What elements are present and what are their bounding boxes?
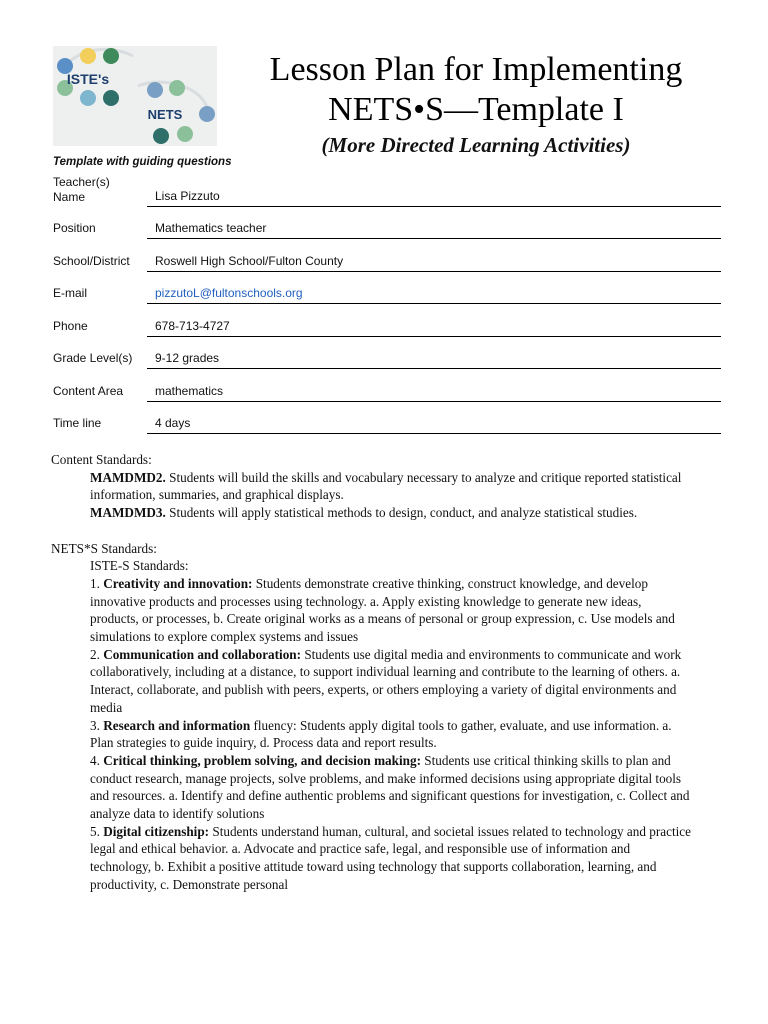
phone-field[interactable]: 678-713-4727	[147, 319, 721, 337]
nets-standards-heading: NETS*S Standards:	[51, 540, 157, 556]
document-header	[236, 50, 716, 158]
nets-standard-item	[51, 646, 691, 717]
content-area-field[interactable]: mathematics	[147, 384, 721, 402]
item-title: Digital citizenship:	[103, 823, 210, 839]
logo-graphic	[53, 46, 217, 146]
item-title: Critical thinking, problem solving, and decision making:	[103, 752, 421, 768]
standard-code: MAMDMD3.	[90, 505, 166, 521]
item-text: Students demonstrate creative thinking, construct knowledge, and develop innovative products and processes using technology. a. Apply existing knowledge to generate new ideas, products, or processes, b. Create original works as a means of personal or group expression, c. Use models and simulations to explore complex systems and issues	[90, 575, 675, 645]
item-title: Research and information	[103, 717, 251, 733]
title-line-2: NETS•S—Template I	[328, 91, 624, 128]
standards-section	[51, 451, 691, 894]
form-label: Grade Level(s)	[53, 351, 133, 365]
item-text: fluency: Students apply digital tools to gather, evaluate, and use information. a. Plan strategies to guide inquiry, d. Process data and report results.	[90, 717, 672, 751]
standard-text: Students will build the skills and vocabulary necessary to analyze and critique reported statistical information, summaries, and graphical displays.	[90, 469, 682, 503]
item-text: Students use digital media and environments to communicate and work collaboratively, including at a distance, to support individual learning and contribute to the learning of others. a. Interact, collaborate, and publish with peers, experts, or others employing a variety of digital environments and media	[90, 646, 682, 715]
item-title: Communication and collaboration:	[103, 646, 302, 662]
logo-text-nets: NETS	[147, 107, 183, 122]
nets-standard-item	[51, 752, 691, 823]
content-standards-heading: Content Standards:	[51, 452, 152, 467]
position-field[interactable]: Mathematics teacher	[147, 221, 721, 239]
item-number: 1.	[90, 575, 104, 591]
item-text: Students understand human, cultural, and societal issues related to technology and practice legal and ethical behavior. a. Advocate and practice safe, legal, and responsible use of information and technology, b. Exhibit a positive attitude toward using technology that supports collaboration, learning, and productivity, c. Demonstrate personal	[90, 823, 691, 892]
iste-nets-logo	[53, 46, 217, 146]
item-number: 3.	[90, 717, 104, 733]
standard-code: MAMDMD2.	[90, 469, 166, 485]
title-line-1: Lesson Plan for Implementing	[269, 51, 683, 88]
iste-standards-subheading: ISTE-S Standards:	[90, 558, 189, 574]
nets-standard-item	[51, 717, 691, 752]
item-text: Students use critical thinking skills to plan and conduct research, manage projects, solve problems, and make informed decisions using appropriate digital tools and resources. a. Identify and define authentic problems and significant questions for investigation, c. Collect and analyze data to identify solutions	[90, 752, 690, 822]
form-label: Content Area	[53, 384, 124, 398]
logo-text-istes: ISTE's	[66, 71, 110, 87]
nets-standard-item	[51, 823, 691, 894]
item-number: 4.	[90, 752, 104, 768]
form-label: Time line	[53, 416, 102, 430]
email-field[interactable]	[147, 286, 721, 304]
template-note: Template with guiding questions	[53, 156, 232, 168]
form-label: Teacher(s) Name	[53, 175, 110, 204]
form-label: E-mail	[53, 286, 88, 300]
form-label: School/District	[53, 254, 130, 268]
email-link[interactable]: pizzutoL@fultonschools.org	[155, 286, 303, 300]
form-label: Position	[53, 221, 96, 235]
item-number: 5.	[90, 823, 104, 839]
standard-text: Students will apply statistical methods to design, conduct, and analyze statistical studies.	[165, 505, 638, 521]
grade-level-field[interactable]: 9-12 grades	[147, 351, 721, 369]
teacher-name-field[interactable]: Lisa Pizzuto	[147, 189, 721, 207]
form-label: Phone	[53, 319, 88, 333]
nets-standard-item	[51, 575, 691, 646]
content-standard-item	[51, 469, 691, 504]
timeline-field[interactable]: 4 days	[147, 416, 721, 434]
school-district-field[interactable]: Roswell High School/Fulton County	[147, 254, 721, 272]
content-standard-item	[51, 504, 691, 522]
item-title: Creativity and innovation:	[103, 575, 253, 591]
item-number: 2.	[90, 646, 104, 662]
subtitle: (More Directed Learning Activities)	[321, 133, 631, 157]
